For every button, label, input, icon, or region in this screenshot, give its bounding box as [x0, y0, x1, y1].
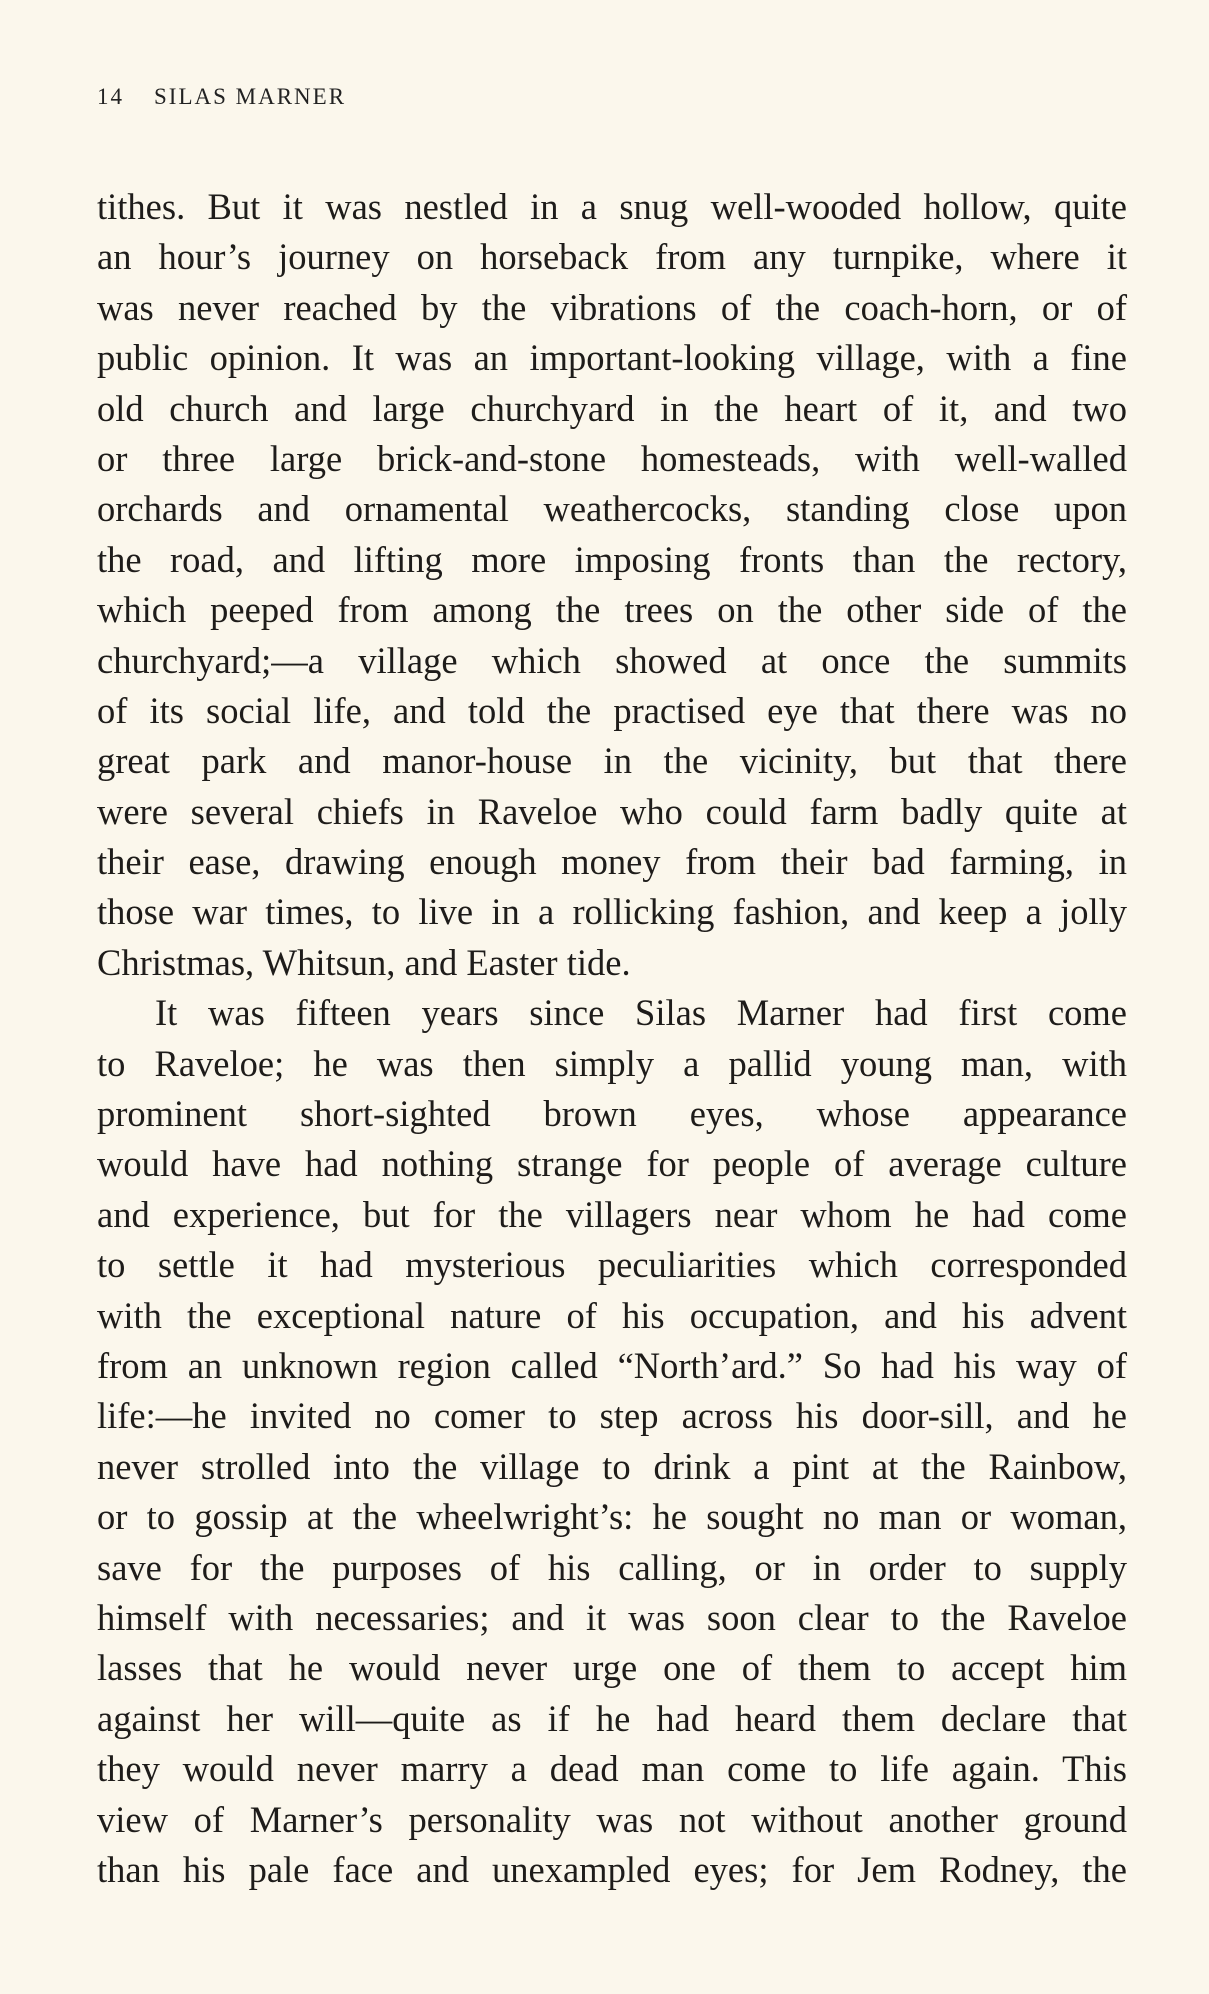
text-line: against her will—quite as if he had heard them declare that — [97, 1697, 1127, 1739]
text-line: an hour’s journey on horseback from any turnpike, where it — [97, 236, 1127, 278]
text-line: old church and large churchyard in the heart of it, and two — [97, 387, 1127, 429]
text-line: It was fifteen years since Silas Marner had first come — [155, 992, 1127, 1034]
text-line: or to gossip at the wheelwright’s: he sought no man or woman, — [97, 1496, 1127, 1538]
running-title: SILAS MARNER — [154, 84, 347, 109]
text-line: himself with necessaries; and it was soon clear to the Raveloe — [97, 1596, 1127, 1638]
text-line: orchards and ornamental weathercocks, standing close upon — [97, 488, 1127, 530]
text-line: public opinion. It was an important-looking village, with a fine — [97, 337, 1127, 379]
text-line: the road, and lifting more imposing fronts than the rectory, — [97, 538, 1127, 580]
text-line: those war times, to live in a rollicking fashion, and keep a jolly — [97, 891, 1127, 933]
text-line: prominent short-sighted brown eyes, whose appearance — [97, 1093, 1127, 1135]
text-line: to Raveloe; he was then simply a pallid young man, with — [97, 1042, 1127, 1084]
text-line: would have had nothing strange for people of average culture — [97, 1143, 1127, 1185]
page-number: 14 — [97, 84, 124, 109]
paragraph — [97, 182, 1127, 988]
text-line: great park and manor-house in the vicinity, but that there — [97, 740, 1127, 782]
text-line: lasses that he would never urge one of them to accept him — [97, 1647, 1127, 1689]
text-line: which peeped from among the trees on the other side of the — [97, 589, 1127, 631]
text-line: save for the purposes of his calling, or in order to supply — [97, 1546, 1127, 1588]
text-line: view of Marner’s personality was not without another ground — [97, 1798, 1127, 1840]
text-line: churchyard;—a village which showed at once the summits — [97, 639, 1127, 681]
text-line: to settle it had mysterious peculiarities which corresponded — [97, 1244, 1127, 1286]
text-line: they would never marry a dead man come to life again. This — [97, 1748, 1127, 1790]
text-line: was never reached by the vibrations of the coach-horn, or of — [97, 286, 1127, 328]
text-line: life:—he invited no comer to step across his door-sill, and he — [97, 1395, 1127, 1437]
text-line: Christmas, Whitsun, and Easter tide. — [97, 941, 631, 983]
paragraph — [97, 988, 1127, 1895]
text-line: their ease, drawing enough money from their bad farming, in — [97, 841, 1127, 883]
text-line: were several chiefs in Raveloe who could farm badly quite at — [97, 790, 1127, 832]
text-line: from an unknown region called “North’ard.” So had his way of — [97, 1344, 1127, 1386]
text-line: and experience, but for the villagers near whom he had come — [97, 1193, 1127, 1235]
text-line: tithes. But it was nestled in a snug well-wooded hollow, quite — [97, 186, 1127, 227]
running-head — [97, 84, 346, 110]
text-line: never strolled into the village to drink a pint at the Rainbow, — [97, 1445, 1127, 1487]
text-line: than his pale face and unexampled eyes; for Jem Rodney, the — [97, 1848, 1127, 1890]
body-text — [97, 182, 1127, 1895]
text-line: or three large brick-and-stone homesteads, with well-walled — [97, 437, 1127, 479]
text-line: with the exceptional nature of his occupation, and his advent — [97, 1294, 1127, 1336]
text-line: of its social life, and told the practised eye that there was no — [97, 689, 1127, 731]
